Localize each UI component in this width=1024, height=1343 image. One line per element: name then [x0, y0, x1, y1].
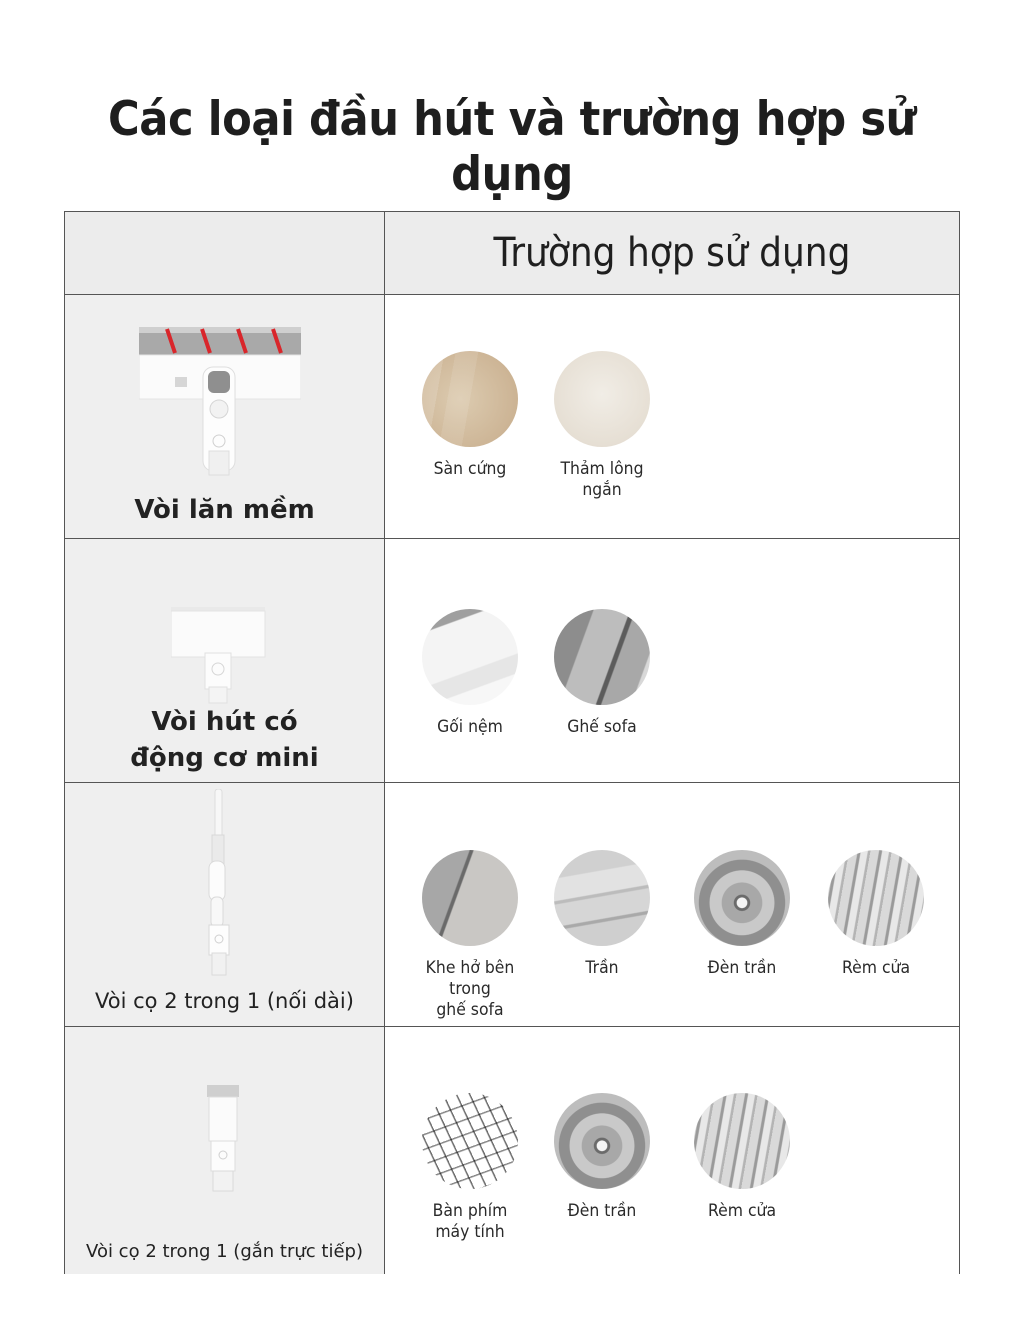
computer-keyboard-icon: [422, 1093, 518, 1189]
usage-item-ceiling-lamp: [672, 850, 812, 979]
nozzle-usage-table: [64, 211, 960, 1274]
usage-label: Gối nệm: [437, 717, 503, 737]
table-row: [65, 295, 959, 539]
nozzle-cell: [65, 295, 385, 538]
usage-label-line-2: ghế sofa: [436, 1000, 504, 1020]
curtain-icon: [694, 1093, 790, 1189]
usage-item-short-carpet: [532, 351, 672, 501]
usage-label: Ghế sofa: [567, 717, 637, 737]
nozzle-label-line-2: động cơ mini: [130, 743, 319, 773]
usage-cell: [385, 783, 959, 1026]
usage-item-ceiling-lamp: [532, 1093, 672, 1222]
usage-label: Đèn trần: [567, 1201, 637, 1221]
usage-label: Trần: [585, 958, 619, 978]
curtain-icon: [828, 850, 924, 946]
usage-cell: [385, 295, 959, 538]
usage-label: Thảm lông ngắn: [560, 459, 644, 500]
nozzle-label: Vòi cọ 2 trong 1 (nối dài): [95, 989, 354, 1013]
usage-label: Rèm cửa: [841, 958, 911, 978]
header-usage-label: Trường hợp sử dụng: [493, 230, 851, 276]
ceiling-lamp-icon: [694, 850, 790, 946]
usage-label-line-2: máy tính: [435, 1222, 505, 1242]
nozzle-cell: [65, 539, 385, 782]
sofa-gap-icon: [422, 850, 518, 946]
usage-item-sofa: [532, 609, 672, 738]
ceiling-lamp-icon: [554, 1093, 650, 1189]
nozzle-label-line-1: Vòi hút có: [151, 707, 298, 737]
page-title: Các loại đầu hút và trường hợp sử dụng: [108, 92, 916, 202]
header-cell-usage: [385, 212, 959, 294]
hard-floor-wood-icon: [422, 351, 518, 447]
table-header-row: [65, 212, 959, 295]
usage-label: Sàn cứng: [433, 459, 507, 479]
usage-item-hard-floor: [400, 351, 540, 480]
short-pile-carpet-icon: [554, 351, 650, 447]
usage-label: Rèm cửa: [707, 1201, 777, 1221]
table-row: [65, 783, 959, 1027]
mini-motorized-brush-icon: [171, 607, 267, 705]
usage-item-curtain: [806, 850, 946, 979]
usage-cell: [385, 539, 959, 782]
header-cell-empty: [65, 212, 385, 294]
table-row: [65, 1027, 959, 1274]
nozzle-label: Vòi cọ 2 trong 1 (gắn trực tiếp): [86, 1241, 363, 1262]
nozzle-label: Vòi lăn mềm: [134, 495, 315, 525]
usage-item-pillow: [400, 609, 540, 738]
nozzle-cell: [65, 1027, 385, 1274]
pillow-mattress-icon: [422, 609, 518, 705]
usage-item-keyboard: [400, 1093, 540, 1243]
usage-label-line-1: Bàn phím: [432, 1201, 508, 1221]
usage-cell: [385, 1027, 959, 1274]
usage-item-sofa-gap: [400, 850, 540, 1021]
usage-item-ceiling: [532, 850, 672, 979]
2in1-brush-direct-icon: [205, 1085, 241, 1195]
nozzle-cell: [65, 783, 385, 1026]
2in1-brush-extended-icon: [203, 789, 237, 979]
soft-roller-brush-head-icon: [139, 327, 301, 477]
ceiling-icon: [554, 850, 650, 946]
usage-label: Đèn trần: [707, 958, 777, 978]
sofa-icon: [554, 609, 650, 705]
usage-item-curtain: [672, 1093, 812, 1222]
table-row: [65, 539, 959, 783]
usage-label-line-1: Khe hở bên trong: [425, 958, 515, 999]
